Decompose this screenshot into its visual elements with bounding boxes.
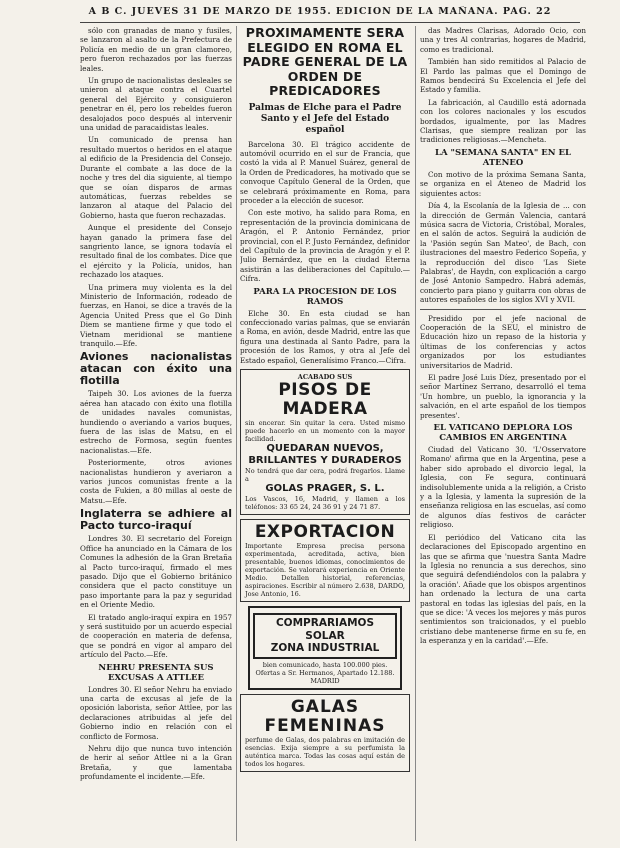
paragraph: Taipeh 30. Los aviones de la fuerza aérea han atacado con éxito una flotilla de unidades navales comunistas, hundiendo o averiando a varios buques, fuera de las islas de Matsu, en el estrecho de Formosa, según fuentes nacionalistas.—Efe. bbox=[80, 389, 232, 455]
paragraph: Londres 30. El señor Nehru ha enviado una carta de excusas al jefe de la oposición laborista, señor Attlee, por las declaraciones atribuidas al jefe del Gobierno indio en relación con el conflicto de Formosa. bbox=[80, 684, 232, 741]
paragraph: El periódico del Vaticano cita las declaraciones del Episcopado argentino en las que se afirma que 'nuestra Santa Madre la Iglesia no renuncia a sus derechos, sino que seguirá defendiéndolos con la palabra y la oración'. Añade que los obispos argentinos han ordenado la lectura de una carta pastoral en todas las iglesias del país, en la que se dice: 'A veces los mejores y más puros sentimientos son traicionados, y el pueblo cristiano debe mantenerse firme en su fe, en la esperanza y en la caridad'.—Efe. bbox=[420, 532, 586, 646]
paragraph: El tratado anglo-iraquí expira en 1957 y será sustituido por un acuerdo especial de cooperación en materia de defensa, que se pondrá en vigor al amparo del artículo del Pacto.—Efe. bbox=[80, 612, 232, 660]
paragraph: Elche 30. En esta ciudad se han confeccionado varias palmas, que se enviarán a Roma, en avión, desde Madrid, entre las que figura una destinada al Santo Padre, para la procesión de los Ramos, y otra al Jefe del Estado español, Generalísimo Franco.—Cifra. bbox=[240, 308, 410, 365]
page-header: A B C. JUEVES 31 DE MARZO DE 1955. EDICION DE LA MAÑANA. PAG. 22 bbox=[88, 6, 552, 17]
headline-procesion: PARA LA PROCESION DE LOS RAMOS bbox=[253, 286, 397, 307]
right-column bbox=[420, 26, 586, 841]
divider bbox=[420, 309, 586, 310]
ad-solar-frame bbox=[253, 613, 397, 659]
paragraph: Ciudad del Vaticano 30. 'L'Osservatore Romano' afirma que en la Argentina, pese a haber sido aprobado el divorcio legal, la Iglesia, con Fe segura, continuará indisolublemente unida a la religión, a Cristo y a la Iglesia, y lamenta la supresión de la enseñanza religiosa en las escuelas, así como de algunos días festivos de carácter religioso. bbox=[420, 445, 586, 530]
ad-text: bien comunicado, hasta 100.000 pies. Ofertas a Sr. Hermanos, Apartado 12.188. MADRID bbox=[255, 660, 395, 685]
ad-galas bbox=[240, 694, 410, 772]
paragraph: das Madres Clarisas, Adorado Ocio, con una y tres Al contrarias, hogares de Madrid, como es tradicional. bbox=[420, 26, 586, 54]
ad-company: GOLAS PRAGER, S. L. bbox=[265, 483, 385, 495]
headline-ateneo: LA "SEMANA SANTA" EN EL ATENEO bbox=[435, 147, 571, 168]
headline-inglaterra: Inglaterra se adhiere al Pacto turco-iraquí bbox=[80, 507, 232, 533]
paragraph: Día 4, la Escolanía de la Iglesia de ... con la dirección de Germán Valencia, cantará música sacra de Victoria, Cristóbal, Morales, en el salón de actos. Seguirá la audición de la 'Pasión según San Mateo', de Bach, con ilustraciones del maestro Federico Sopeña, y la reproducción del disco 'Las Siete Palabras', de Haydn, con explicación a cargo de José Antonio Sampedro. Habrá además, concierto para piano y guitarra con obras de autores españoles de los siglos XVI y XVII. bbox=[420, 201, 586, 305]
middle-column bbox=[240, 26, 410, 841]
sub-headline: Palmas de Elche para el Padre Santo y el Jefe del Estado español bbox=[248, 102, 402, 135]
ad-text: perfume de Galas, dos palabras en imitación de esencias. Exija siempre a su perfumista la auténtica marca. Todas las cosas aquí están de todos los hogares. bbox=[245, 735, 405, 768]
headline-vaticano: EL VATICANO DEPLORA LOS CAMBIOS EN ARGENTINA bbox=[433, 423, 573, 444]
ad-text: No tendrá que dar cera, podrá fregarlos. Llame a bbox=[245, 467, 405, 484]
column-rule bbox=[236, 26, 237, 841]
ad-title: GALAS FEMENINAS bbox=[264, 696, 386, 736]
ad-title: COMPRARIAMOS SOLAR bbox=[275, 617, 375, 642]
paragraph: Barcelona 30. El trágico accidente de automóvil ocurrido en el sur de Francia, que costó la vida al P. Manuel Suárez, general de la Orden de Predicadores, ha motivado que se convoque Capítulo General de la Orden, que se celebrará próximamente en Roma, para proceder a la elección de sucesor. bbox=[240, 139, 410, 205]
paragraph: Con motivo de la próxima Semana Santa, se organiza en el Ateneo de Madrid los siguientes actos: bbox=[420, 169, 586, 198]
headline-aviones: Aviones nacionalistas atacan con éxito una flotilla bbox=[80, 350, 232, 388]
ad-text: sin encerar. Sin quitar la cera. Usted mismo puede hacerlo en un momento con la mayor facilidad. bbox=[245, 419, 405, 444]
ad-pisos-madera bbox=[240, 369, 410, 515]
paragraph: La fabricación, al Caudillo está adornada con los colores nacionales y los escudos bordados, igualmente, por las Madres Clarisas, que siempre realizan por las tradiciones religiosas.—Mencheta. bbox=[420, 97, 586, 145]
ad-subtitle: QUEDARAN NUEVOS, BRILLANTES Y DURADEROS bbox=[248, 443, 402, 467]
left-column bbox=[80, 26, 232, 841]
ad-kicker: ACABADO SUS bbox=[297, 373, 353, 382]
ad-text: Importante Empresa precisa persona experimentada, acreditada, activa, bien presentable, buenos idiomas, conocimientos de exportación. Se valorará experiencia en Oriente Medio. Detallen historial, referencias, aspiraciones. Escribir al número 2.638, DARDO, Jose Antonio, 16. bbox=[245, 542, 405, 599]
paragraph: Aunque el presidente del Consejo hayan ganado la primera fase del sangriento lance, se ignora todavía el resultado final de los combates. Dice que el ejército y la Policía, unidos, han rechazado los ataques. bbox=[80, 223, 232, 280]
paragraph: Un comunicado de prensa han resultado muertos o heridos en el ataque al edificio de la Presidencia del Consejo. Durante el combate a las doce de la noche y tres del dia siguiente, al tiempo que se oían disparos de armas automáticas, fuerzas rebeldes se lanzaron al ataque del Palacio del Gobierno, hasta que fueron rechazadas. bbox=[80, 135, 232, 220]
main-headline: PROXIMAMENTE SERA ELEGIDO EN ROMA EL PADRE GENERAL DE LA ORDEN DE PREDICADORES bbox=[242, 26, 408, 98]
header-rule bbox=[80, 22, 580, 23]
paragraph: Londres 30. El secretario del Foreign Office ha anunciado en la Cámara de los Comunes la adhesión de la Gran Bretaña al Pacto turco-iraquí, firmado el mes pasado. Dijo que el Gobierno británico considera que el pacto constituye un paso importante para la paz y seguridad en el Oriente Medio. bbox=[80, 534, 232, 610]
ad-title: ZONA INDUSTRIAL bbox=[270, 642, 380, 655]
ad-exportacion bbox=[240, 519, 410, 602]
column-rule bbox=[415, 26, 416, 841]
paragraph: También han sido remitidos al Palacio de El Pardo las palmas que el Domingo de Ramos bendecirá Su Excelencia el Jefe del Estado y familia. bbox=[420, 57, 586, 95]
headline-nehru: NEHRU PRESENTA SUS EXCUSAS A ATTLEE bbox=[98, 662, 214, 683]
ad-address: Los Vascos, 16, Madrid, y llamen a los teléfonos: 33 65 24, 24 36 91 y 24 71 87. bbox=[245, 495, 405, 512]
ad-title: EXPORTACION bbox=[254, 522, 396, 543]
paragraph: Un grupo de nacionalistas desleales se unieron al ataque contra el Cuartel general del Ejército y consiguieron penetrar en él, pero los rebeldes fueron desalojados poco después al intervenir una unidad de paracaidistas leales. bbox=[80, 76, 232, 133]
paragraph: El padre José Luis Díez, presentado por el señor Martínez Serrano, desarrolló el tema 'Un hombre, un pueblo, la ignorancia y la salvación, en el arte español de los tiempos presentes'. bbox=[420, 373, 586, 420]
paragraph: sólo con granadas de mano y fusiles, se lanzaron al asalto de la Prefectura de Policía en medio de un gran clamoreo, pero fueron rechazados por las fuerzas leales. bbox=[80, 26, 232, 73]
ad-title: PISOS DE MADERA bbox=[278, 380, 372, 420]
paragraph: Nehru dijo que nunca tuvo intención de herir al señor Attlee ni a la Gran Bretaña, y que lamentaba profundamente el incidente.—Efe. bbox=[80, 744, 232, 782]
paragraph: Presidido por el jefe nacional de Cooperación de la SEU, el ministro de Educación hizo un repaso de la historia y últimas de los conferencias y actos organizados por los estudiantes universitarios de Madrid. bbox=[420, 313, 586, 370]
ad-solar bbox=[248, 606, 402, 690]
paragraph: Posteriormente, otros aviones nacionalistas hundieron y averiaron a varios juncos comunistas frente a la costa de Fukien, a 80 millas al oeste de Matsu.—Efe. bbox=[80, 458, 232, 505]
paragraph: Con este motivo, ha salido para Roma, en representación de la provincia dominicana de Aragón, el P. Antonio Fernández, prior provincial, con el P. Justo Fernández, definidor del Capítulo de la provincia de Aragón y el P. Julio Bernárdez, que en la ciudad Eterna asistirán a las deliberaciones del Capítulo.—Cifra. bbox=[240, 208, 410, 284]
paragraph: Una primera muy violenta es la del Ministerio de Información, rodeado de fuerzas, en Hanoi, se dice a través de la Agencia United Press que el Go Dinh Diem se mantiene firme y que todo el Vietnam meridional se mantiene tranquilo.—Efe. bbox=[80, 282, 232, 348]
